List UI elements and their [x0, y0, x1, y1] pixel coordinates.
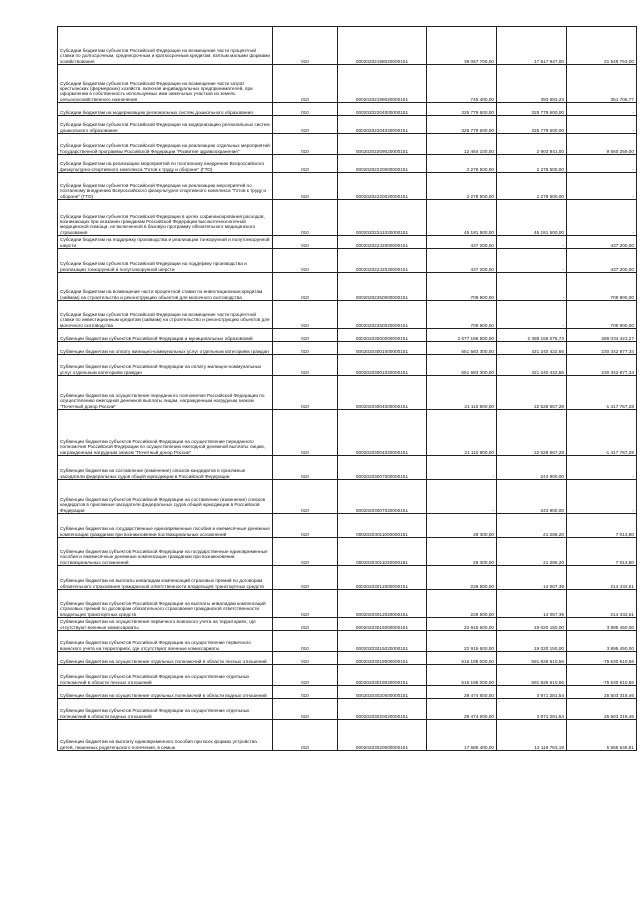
- row-code: 010: [273, 236, 338, 249]
- row-approved: 516 195 000,00: [427, 652, 497, 665]
- row-name: Субсидии бюджетам на модернизацию региональных систем дошкольного образования: [58, 103, 273, 116]
- table-row: [58, 410, 637, 456]
- row-code: 010: [273, 456, 338, 480]
- row-unexecuted: 709 900,00: [567, 273, 637, 301]
- row-approved: 516 195 000,00: [427, 665, 497, 686]
- row-unexecuted: 709 900,00: [567, 301, 637, 329]
- row-code: 010: [273, 376, 338, 410]
- row-kbk: 00020202199020000151: [338, 65, 427, 103]
- row-name: Субвенции бюджетам субъектов Российской Федерации на оплату жилищно-коммунальных услуг отдельным категориям граждан: [58, 355, 273, 376]
- row-unexecuted: 9 560 259,00: [567, 134, 637, 155]
- row-kbk: 00020203019020000151: [338, 665, 427, 686]
- row-approved: 12 464 100,00: [427, 134, 497, 155]
- row-executed: 421 240 422,66: [497, 342, 567, 355]
- row-executed: 3 971 281,54: [497, 699, 567, 720]
- row-kbk: 00020203011000000151: [338, 514, 427, 538]
- table-row: [58, 566, 637, 590]
- row-approved: 28 300,00: [427, 514, 497, 538]
- table-row: [58, 273, 637, 301]
- row-approved: 2 278 500,00: [427, 155, 497, 173]
- row-code: 010: [273, 720, 338, 751]
- row-code: 010: [273, 155, 338, 173]
- row-approved: 2 677 186 500,00: [427, 329, 497, 342]
- row-unexecuted: -75 630 610,56: [567, 665, 637, 686]
- row-approved: 745 400,00: [427, 65, 497, 103]
- row-name: Субвенции бюджетам субъектов Российской Федерации на государственные единовременные пособия и ежемесячные денежные компенсации гражданам при возникновении поствакцинальных осложнений: [58, 538, 273, 566]
- row-approved: 22 915 600,00: [427, 618, 497, 631]
- row-executed: 325 779 600,00: [497, 103, 567, 116]
- row-approved: 228 500,00: [427, 590, 497, 618]
- row-name: Субсидии бюджетам субъектов Российской Федерации на поддержку производства и реализации тонкорунной и полутонкорунной шерсти: [58, 249, 273, 273]
- row-unexecuted: -: [567, 116, 637, 134]
- row-name: Субсидии бюджетам субъектов Российской Федерации на возмещение части процентной ставки по инвестиционным кредитам (займам) на строительство и реконструкцию объектов для молочного скотоводства: [58, 301, 273, 329]
- row-executed: -: [497, 249, 567, 273]
- row-code: 010: [273, 273, 338, 301]
- table-row: [58, 236, 637, 249]
- row-unexecuted: 214 432,61: [567, 590, 637, 618]
- row-unexecuted: 3 895 450,00: [567, 631, 637, 652]
- row-code: 010: [273, 652, 338, 665]
- row-name: Субсидии бюджетам субъектов Российской Федерации на реализацию отдельных мероприятий Государственной программы Российской Федерации "Развитие здравоохранения": [58, 134, 273, 155]
- table-row: [58, 65, 637, 103]
- row-kbk: 00020202220020000151: [338, 173, 427, 200]
- row-executed: 2 278 500,00: [497, 155, 567, 173]
- row-code: 010: [273, 480, 338, 514]
- row-kbk: 00020202204020000151: [338, 116, 427, 134]
- row-approved: 651 583 300,00: [427, 355, 497, 376]
- row-executed: 2 903 841,00: [497, 134, 567, 155]
- table-row: [58, 480, 637, 514]
- row-approved: 228 500,00: [427, 566, 497, 590]
- row-code: 010: [273, 342, 338, 355]
- row-executed: 591 825 610,56: [497, 665, 567, 686]
- row-code: 010: [273, 134, 338, 155]
- row-kbk: 00020202198020000151: [338, 27, 427, 65]
- table-row: [58, 652, 637, 665]
- row-kbk: 00020203015000000151: [338, 618, 427, 631]
- row-code: 010: [273, 355, 338, 376]
- row-name: Субсидии бюджетам на поддержку производства и реализации тонкорунной и полутонкорунной шерсти: [58, 236, 273, 249]
- row-kbk: 00020202242020000151: [338, 249, 427, 273]
- table-row: [58, 538, 637, 566]
- row-executed: 14 067,39: [497, 590, 567, 618]
- row-executed: 21 286,20: [497, 538, 567, 566]
- row-name: Субвенции бюджетам субъектов Российской Федерации и муниципальных образований: [58, 329, 273, 342]
- row-unexecuted: -: [567, 480, 637, 514]
- row-unexecuted: 289 034 423,27: [567, 329, 637, 342]
- row-code: 010: [273, 27, 338, 65]
- row-approved: 709 900,00: [427, 301, 497, 329]
- table-row: [58, 590, 637, 618]
- row-code: 010: [273, 699, 338, 720]
- table-row: [58, 27, 637, 65]
- table-row: [58, 249, 637, 273]
- row-code: 010: [273, 65, 338, 103]
- row-kbk: 00020203012000000151: [338, 566, 427, 590]
- row-kbk: 00020203011020000151: [338, 538, 427, 566]
- row-code: 010: [273, 665, 338, 686]
- row-name: Субсидии бюджетам субъектов Российской Федерации на возмещение части затрат крестьянских (фермерских) хозяйств, включая индивидуальных предпринимателей, при оформлении в собственность используемых ими земельных участков из земель сельскохозяйственного назначения: [58, 65, 273, 103]
- row-executed: -: [497, 236, 567, 249]
- row-code: 010: [273, 410, 338, 456]
- row-approved: 2 278 500,00: [427, 173, 497, 200]
- row-approved: 325 779 600,00: [427, 116, 497, 134]
- table-row: [58, 665, 637, 686]
- row-name: Субвенции бюджетам на осуществление первичного воинского учета на территориях, где отсутствуют военные комиссариаты: [58, 618, 273, 631]
- row-unexecuted: 437 200,00: [567, 236, 637, 249]
- row-executed: 591 825 610,56: [497, 652, 567, 665]
- row-unexecuted: 3 895 450,00: [567, 618, 637, 631]
- row-approved: 709 900,00: [427, 273, 497, 301]
- row-executed: 21 286,20: [497, 514, 567, 538]
- row-executed: 14 067,39: [497, 566, 567, 590]
- row-kbk: 00020202204000000151: [338, 103, 427, 116]
- row-approved: 45 181 500,00: [427, 200, 497, 236]
- row-kbk: 00020202220000000151: [338, 155, 427, 173]
- row-unexecuted: 230 342 877,34: [567, 355, 637, 376]
- row-kbk: 00020202241020000151: [338, 200, 427, 236]
- row-name: Субвенции бюджетам субъектов Российской Федерации на осуществление отдельных полномочий в области водных отношений: [58, 699, 273, 720]
- row-code: 010: [273, 329, 338, 342]
- row-code: 010: [273, 103, 338, 116]
- row-name: Субсидии бюджетам субъектов Российской Федерации на возмещение части процентной ставки по долгосрочным, среднесрочным и краткосрочным кредитам, взятым малыми формами хозяйствования: [58, 27, 273, 65]
- row-name: Субвенции бюджетам субъектов Российской Федерации на составление (изменение) списков кандидатов в присяжные заседатели федеральных судов общей юрисдикции в Российской Федерации: [58, 480, 273, 514]
- row-executed: 2 388 155 076,73: [497, 329, 567, 342]
- row-name: Субвенции бюджетам на осуществление отдельных полномочий в области лесных отношений: [58, 652, 273, 665]
- row-executed: 22 528 567,28: [497, 410, 567, 456]
- row-executed: 19 020 150,00: [497, 618, 567, 631]
- row-unexecuted: -: [567, 456, 637, 480]
- row-name: Субвенции бюджетам субъектов Российской Федерации на осуществление переданного полномочия Российской Федерации по осуществлению ежегодной денежной выплаты лицам, награжденным нагрудным знаком "Почетный донор России": [58, 410, 273, 456]
- row-name: Субвенции бюджетам на государственные единовременные пособия и ежемесячные денежные компенсации гражданам при возникновении поствакцинальных осложнений: [58, 514, 273, 538]
- row-unexecuted: -: [567, 155, 637, 173]
- row-code: 010: [273, 538, 338, 566]
- row-approved: -: [427, 456, 497, 480]
- row-unexecuted: 437 200,00: [567, 249, 637, 273]
- row-executed: 17 517 947,00: [497, 27, 567, 65]
- row-kbk: 00020203007000000151: [338, 456, 427, 480]
- row-kbk: 00020202250020000151: [338, 301, 427, 329]
- row-executed: -: [497, 273, 567, 301]
- row-name: Субсидии бюджетам субъектов Российской Федерации на реализацию мероприятий по поэтапному внедрению Всероссийского физкультурно-спортивного комплекса "Готов к труду и обороне" (ГТО): [58, 173, 273, 200]
- row-executed: 393 693,23: [497, 65, 567, 103]
- row-unexecuted: 21 549 753,00: [567, 27, 637, 65]
- table-row: [58, 200, 637, 236]
- row-kbk: 00020203020000000151: [338, 686, 427, 699]
- row-kbk: 00020203020020000151: [338, 699, 427, 720]
- row-code: 010: [273, 116, 338, 134]
- row-name: Субсидии бюджетам на реализацию мероприятий по поэтапному внедрению Всероссийского физкультурно-спортивного комплекса "Готов к труду и обороне" (ГТО): [58, 155, 273, 173]
- row-code: 010: [273, 631, 338, 652]
- row-approved: 651 583 300,00: [427, 342, 497, 355]
- row-kbk: 00020203001000000151: [338, 342, 427, 355]
- row-approved: 437 200,00: [427, 249, 497, 273]
- row-unexecuted: 5 565 646,81: [567, 720, 637, 751]
- table-row: [58, 631, 637, 652]
- table-row: [58, 155, 637, 173]
- row-executed: 325 779 600,00: [497, 116, 567, 134]
- table-row: [58, 173, 637, 200]
- row-kbk: 00020203019000000151: [338, 652, 427, 665]
- row-unexecuted: -: [567, 103, 637, 116]
- row-executed: 12 119 753,19: [497, 720, 567, 751]
- table-row: [58, 134, 637, 155]
- row-code: 010: [273, 566, 338, 590]
- row-name: Субвенции бюджетам на выплаты инвалидам компенсаций страховых премий по договорам обязательного страхования гражданской ответственности владельцев транспортных средств: [58, 566, 273, 590]
- row-code: 010: [273, 173, 338, 200]
- row-executed: 19 020 150,00: [497, 631, 567, 652]
- row-executed: 243 900,00: [497, 456, 567, 480]
- row-executed: 2 278 500,00: [497, 173, 567, 200]
- row-unexecuted: 25 503 318,46: [567, 699, 637, 720]
- row-unexecuted: -: [567, 200, 637, 236]
- row-unexecuted: 7 013,80: [567, 538, 637, 566]
- row-kbk: 00020203004020000151: [338, 410, 427, 456]
- row-name: Субсидии бюджетам на возмещение части процентной ставки по инвестиционным кредитам (займам) на строительство и реконструкцию объектов для молочного скотоводства: [58, 273, 273, 301]
- row-approved: 437 200,00: [427, 236, 497, 249]
- row-name: Субвенции бюджетам на оплату жилищно-коммунальных услуг отдельным категориям граждан: [58, 342, 273, 355]
- row-name: Субвенции бюджетам на осуществление переданного полномочия Российской Федерации по осуществлению ежегодной денежной выплаты лицам, награжденным нагрудным знаком "Почетный донор России": [58, 376, 273, 410]
- row-code: 010: [273, 200, 338, 236]
- table-row: [58, 116, 637, 134]
- table-row: [58, 103, 637, 116]
- row-kbk: 00020202250000000151: [338, 273, 427, 301]
- row-executed: -: [497, 301, 567, 329]
- row-unexecuted: -1 417 767,28: [567, 376, 637, 410]
- row-name: Субвенции бюджетам субъектов Российской Федерации на осуществление отдельных полномочий в области лесных отношений: [58, 665, 273, 686]
- row-name: Субвенции бюджетам субъектов Российской Федерации на осуществление первичного воинского учета на территориях, где отсутствуют военные комиссариаты: [58, 631, 273, 652]
- row-unexecuted: 214 432,61: [567, 566, 637, 590]
- row-approved: 21 110 800,00: [427, 376, 497, 410]
- budget-income-table: [57, 26, 637, 751]
- row-code: 010: [273, 686, 338, 699]
- row-kbk: 00020203004000000151: [338, 376, 427, 410]
- row-approved: 29 474 600,00: [427, 686, 497, 699]
- row-code: 010: [273, 249, 338, 273]
- row-name: Субвенции бюджетам на осуществление отдельных полномочий в области водных отношений: [58, 686, 273, 699]
- table-row: [58, 301, 637, 329]
- row-code: 010: [273, 618, 338, 631]
- row-approved: 28 300,00: [427, 538, 497, 566]
- row-executed: 3 971 281,54: [497, 686, 567, 699]
- row-unexecuted: 230 342 877,34: [567, 342, 637, 355]
- row-executed: 421 240 422,66: [497, 355, 567, 376]
- row-executed: 243 900,00: [497, 480, 567, 514]
- row-kbk: 00020203015020000151: [338, 631, 427, 652]
- row-kbk: 00020203000000000151: [338, 329, 427, 342]
- row-name: Субвенции бюджетам на выплату единовременного пособия при всех формах устройства детей, лишенных родительского попечения, в семью: [58, 720, 273, 751]
- row-code: 010: [273, 301, 338, 329]
- row-unexecuted: -: [567, 173, 637, 200]
- row-name: Субсидии бюджетам субъектов Российской Федерации в целях софинансирования расходов, возникающих при оказании гражданам Российской Федерации высокотехнологичной медицинской помощи, не включенной в базовую программу обязательного медицинского страхования: [58, 200, 273, 236]
- row-unexecuted: 7 013,80: [567, 514, 637, 538]
- row-code: 010: [273, 514, 338, 538]
- table-row: [58, 720, 637, 751]
- table-row: [58, 329, 637, 342]
- row-executed: 22 528 567,28: [497, 376, 567, 410]
- row-approved: 17 685 400,00: [427, 720, 497, 751]
- row-approved: 22 915 600,00: [427, 631, 497, 652]
- table-row: [58, 686, 637, 699]
- row-approved: 39 067 700,00: [427, 27, 497, 65]
- table-row: [58, 376, 637, 410]
- row-unexecuted: -75 630 610,56: [567, 652, 637, 665]
- row-kbk: 00020203012020000151: [338, 590, 427, 618]
- table-row: [58, 342, 637, 355]
- row-approved: 29 474 600,00: [427, 699, 497, 720]
- row-kbk: 00020203007020000151: [338, 480, 427, 514]
- row-name: Субвенции бюджетам на составление (изменение) списков кандидатов в присяжные заседатели федеральных судов общей юрисдикции в Российской Федерации: [58, 456, 273, 480]
- row-approved: 21 110 800,00: [427, 410, 497, 456]
- row-name: Субвенции бюджетам субъектов Российской Федерации на выплаты инвалидам компенсаций страховых премий по договорам обязательного страхования гражданской ответственности владельцев транспортных средств: [58, 590, 273, 618]
- row-approved: -: [427, 480, 497, 514]
- table-row: [58, 618, 637, 631]
- table-row: [58, 514, 637, 538]
- row-name: Субсидии бюджетам субъектов Российской Федерации на модернизацию региональных систем дошкольного образования: [58, 116, 273, 134]
- table-row: [58, 456, 637, 480]
- table-row: [58, 355, 637, 376]
- table-row: [58, 699, 637, 720]
- row-kbk: 00020202242000000151: [338, 236, 427, 249]
- row-kbk: 00020203001020000151: [338, 355, 427, 376]
- row-unexecuted: 25 503 318,46: [567, 686, 637, 699]
- row-executed: 45 181 500,00: [497, 200, 567, 236]
- row-code: 010: [273, 590, 338, 618]
- row-unexecuted: -1 417 767,28: [567, 410, 637, 456]
- row-kbk: 00020202209020000151: [338, 134, 427, 155]
- row-approved: 325 779 600,00: [427, 103, 497, 116]
- row-unexecuted: 351 706,77: [567, 65, 637, 103]
- row-kbk: 00020203020000000151: [338, 720, 427, 751]
